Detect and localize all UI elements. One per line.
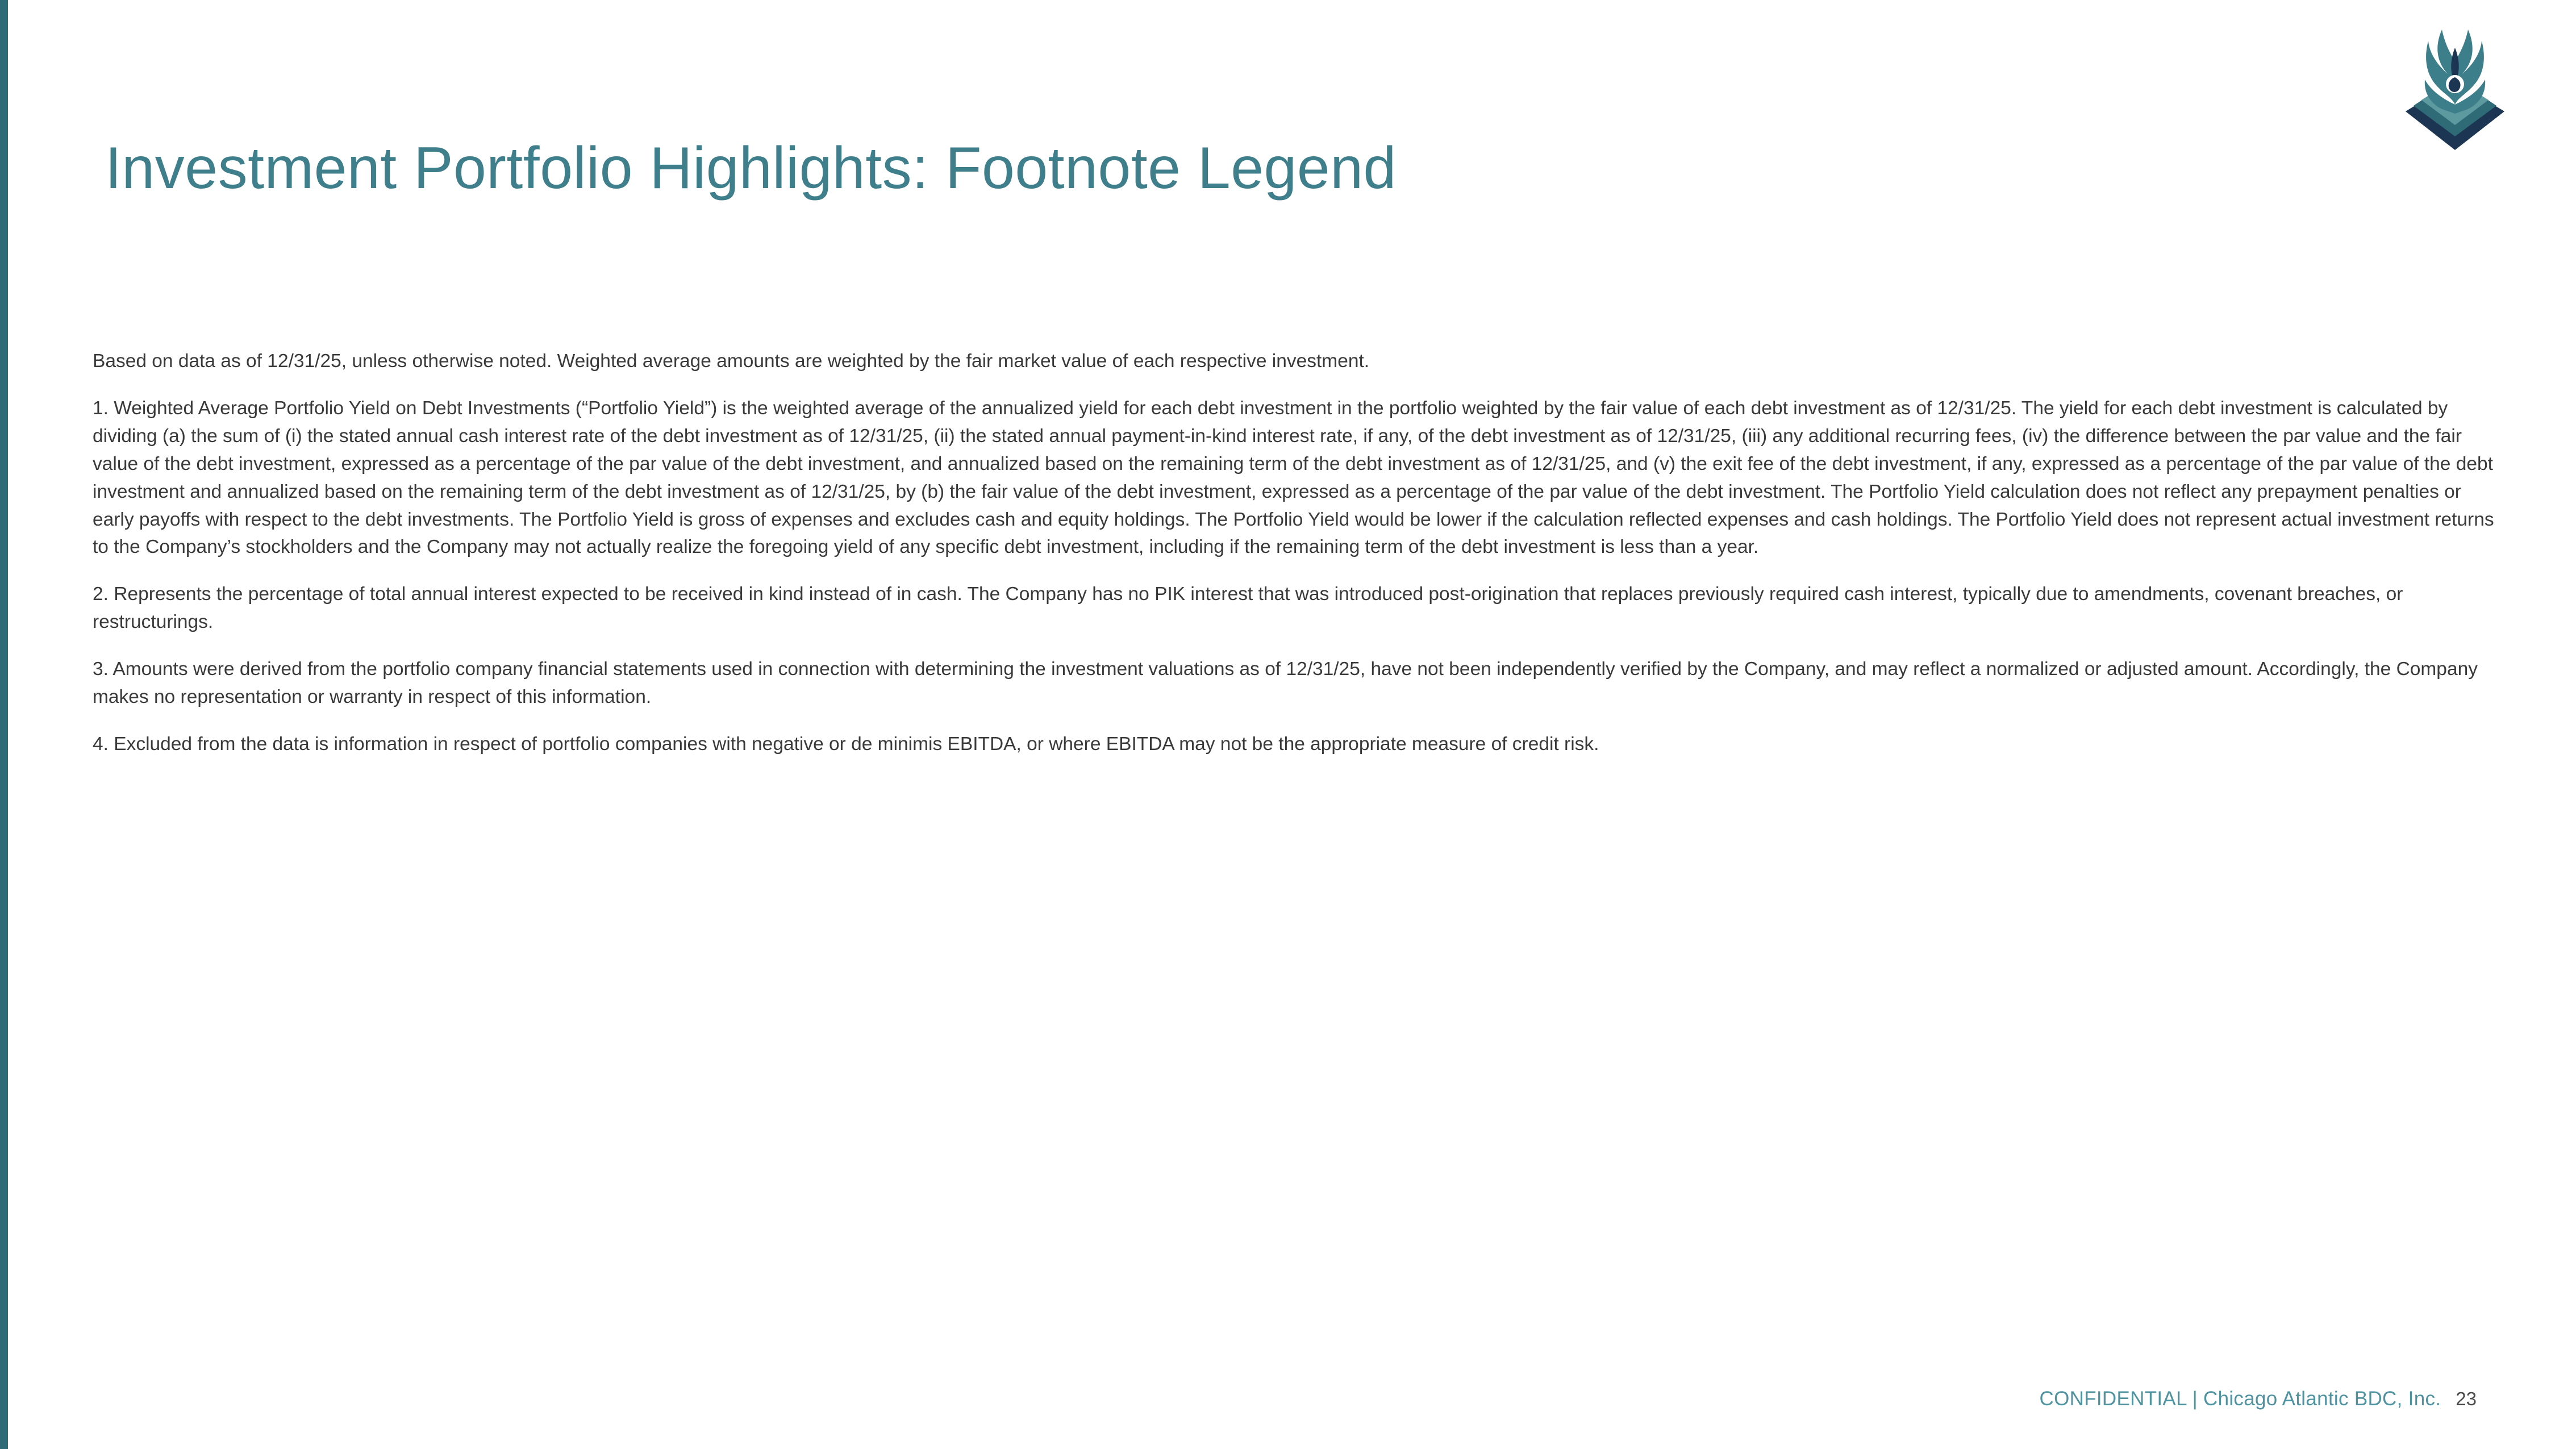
- footnote-paragraph-1: 1. Weighted Average Portfolio Yield on Debt Investments (“Portfolio Yield”) is the weighted average of the annualized yield for each debt investment in the portfolio weighted by the fair value of each debt investment as of 12/31/25. The yield for each debt investment is calculated by dividing (a) the sum of (i) the stated annual cash interest rate of the debt investment as of 12/31/25, (ii) the stated annual payment-in-kind interest rate, if any, of the debt investment as of 12/31/25, (iii) any additional recurring fees, (iv) the difference between the par value and the fair value of the debt investment, expressed as a percentage of the par value of the debt investment, and annualized based on the remaining term of the debt investment as of 12/31/25, and (v) the exit fee of the debt investment, if any, expressed as a percentage of the par value of the debt investment and annualized based on the remaining term of the debt investment as of 12/31/25, by (b) the fair value of the debt investment, expressed as a percentage of the par value of the debt investment. The Portfolio Yield calculation does not reflect any prepayment penalties or early payoffs with respect to the debt investments. The Portfolio Yield is gross of expenses and excludes cash and equity holdings. The Portfolio Yield would be lower if the calculation reflected expenses and cash holdings. The Portfolio Yield does not represent actual investment returns to the Company’s stockholders and the Company may not actually realize the foregoing yield of any specific debt investment, including if the remaining term of the debt investment is less than a year.: [93, 397, 2494, 558]
- footnote-body: [93, 348, 2496, 759]
- footnote-paragraph-3: 3. Amounts were derived from the portfolio company financial statements used in connection with determining the investment valuations as of 12/31/25, have not been independently verified by the Company, and may reflect a normalized or adjusted amount. Accordingly, the Company makes no representation or warranty in respect of this information.: [93, 659, 2478, 708]
- slide-footer: [2040, 1388, 2477, 1410]
- footer-separator: |: [2192, 1388, 2198, 1410]
- footnote-paragraph-4: 4. Excluded from the data is information in respect of portfolio companies with negative or de minimis EBITDA, or where EBITDA may not be the appropriate measure of credit risk.: [93, 733, 1599, 755]
- left-accent-bar: [0, 0, 8, 1449]
- page-title: Investment Portfolio Highlights: Footnote Legend: [105, 135, 1397, 201]
- footer-confidential-label: CONFIDENTIAL: [2039, 1388, 2187, 1410]
- footer-confidential-line: [2040, 1388, 2441, 1410]
- page-number: 23: [2456, 1388, 2477, 1409]
- footnote-paragraph-2: 2. Represents the percentage of total annual interest expected to be received in kind instead of in cash. The Company has no PIK interest that was introduced post-origination that replaces previously required cash interest, typically due to amendments, covenant breaches, or restructurings.: [93, 584, 2403, 633]
- footer-company-name: Chicago Atlantic BDC, Inc.: [2203, 1388, 2441, 1410]
- chicago-atlantic-flame-logo: [2401, 25, 2509, 150]
- footnote-paragraph-0: Based on data as of 12/31/25, unless otherwise noted. Weighted average amounts are weighted by the fair market value of each respective investment.: [93, 351, 1370, 372]
